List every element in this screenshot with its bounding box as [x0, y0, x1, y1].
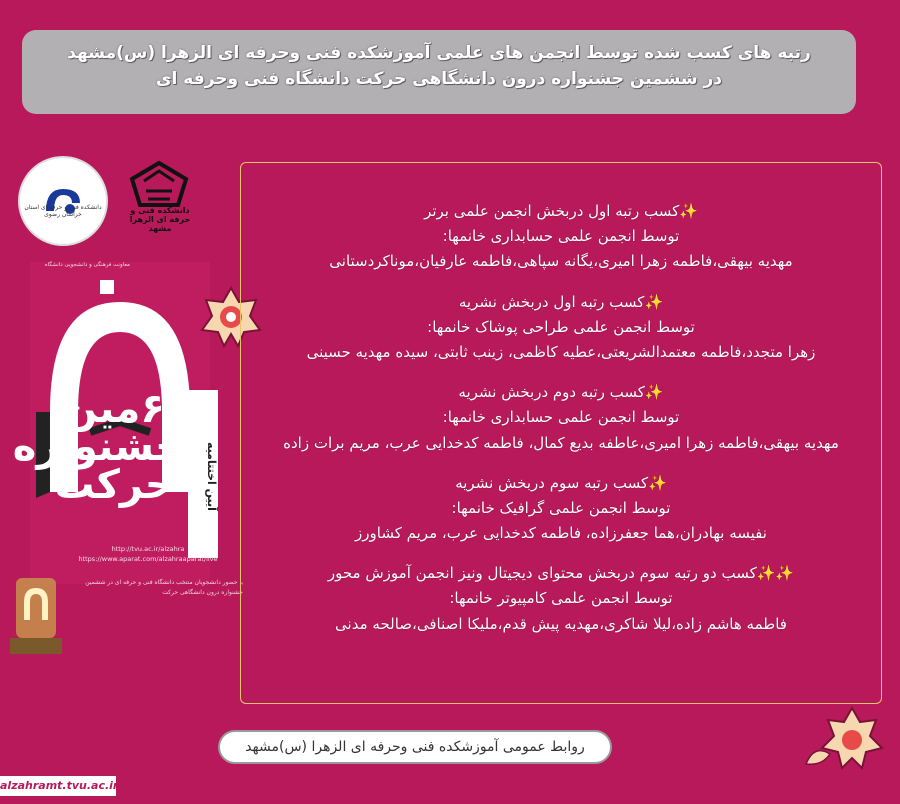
- achievements-panel: [240, 162, 882, 704]
- sparkle-icon: ✨: [644, 292, 664, 311]
- achievement-title: ✨کسب رتبه اول دربخش نشریه: [458, 292, 664, 311]
- poster-info-text: با حضور دانشجویان منتخب دانشگاه فنی و حرفه ای در ششمین جشنواره درون دانشگاهی حرکت: [85, 579, 243, 596]
- poster-festival-title: ۶مین جشنواره حرکت: [12, 386, 184, 508]
- site-url-badge[interactable]: alzahramt.tvu.ac.ir: [0, 776, 116, 796]
- achievement-team: توسط انجمن علمی حسابداری خانمها:: [442, 408, 680, 427]
- poster-organizer-text: معاونت فرهنگی و دانشجویی دانشگاه: [44, 262, 130, 268]
- achievement-item: [241, 561, 881, 637]
- trophy-image: [8, 570, 66, 658]
- achievement-title: ✨کسب رتبه اول دربخش انجمن علمی برتر: [424, 202, 698, 220]
- header-line-2: در ششمین جشنواره درون دانشگاهی حرکت دانشگاه فنی وحرفه ای: [155, 69, 723, 90]
- sparkle-icon: ✨: [679, 202, 698, 220]
- achievement-members: نفیسه بهادران،هما جعفرزاده، فاطمه کدخدایی عرب، مریم کشاورز: [355, 524, 767, 543]
- poster-link-2: https://www.aparat.com/alzahraaparat/live: [78, 555, 218, 564]
- university-logo-caption: دانشکده فنی و حرفه ای استان خراسان رضوی: [24, 204, 102, 218]
- achievement-members: فاطمه هاشم زاده،لیلا شاکری،مهدیه پیش قدم،ملیکا اصنافی،صالحه مدنی: [335, 614, 787, 633]
- achievement-item: [241, 199, 881, 275]
- college-emblem-icon: [128, 159, 190, 209]
- poster-links: [58, 544, 238, 565]
- public-relations-footer: روابط عمومی آموزشکده فنی وحرفه ای الزهرا (س)مشهد: [218, 730, 612, 764]
- festival-poster: [8, 150, 243, 670]
- college-logo-caption: دانشکده فنی و حرفه ای الزهرا مشهد: [129, 206, 191, 233]
- achievement-title: ✨کسب رتبه دوم دربخش نشریه: [458, 383, 664, 402]
- header-line-1: رتبه های کسب شده توسط انجمن های علمی آموزشکده فنی وحرفه ای الزهرا (س)مشهد: [67, 43, 811, 63]
- corner-ornament-icon: [800, 704, 886, 780]
- university-logo: [18, 156, 108, 246]
- achievement-members: مهدیه بیهقی،فاطمه زهرا امیری،عاطفه بدیع کمال، فاطمه کدخدایی عرب، مریم برات زاده: [283, 433, 839, 452]
- poster-link-1: http://tvu.ac.ir/alzahra: [111, 545, 185, 553]
- achievement-title: ✨✨کسب دو رتبه سوم دربخش محتوای دیجیتال ونیز انجمن آموزش محور: [327, 564, 795, 583]
- sparkle-icon: ✨✨: [756, 564, 795, 583]
- achievement-item: [241, 471, 881, 547]
- achievement-team: توسط انجمن علمی حسابداری خانمها:: [442, 227, 680, 246]
- achievement-team: توسط انجمن علمی طراحی پوشاک خانمها:: [427, 317, 695, 336]
- achievement-team: توسط انجمن علمی کامپیوتر خانمها:: [449, 589, 673, 608]
- achievement-members: مهدیه بیهقی،فاطمه زهرا امیری،یگانه سپاهی،فاطمه عارفیان،موناکردستانی: [329, 252, 793, 271]
- college-logo: [126, 158, 192, 210]
- achievement-members: زهرا متجدد،فاطمه معتمدالشریعتی،عطیه کاظمی، زینب ثابتی، سیده مهدیه حسینی: [306, 342, 816, 361]
- achievement-title: ✨کسب رتبه سوم دربخش نشریه: [455, 473, 667, 492]
- header-banner: [22, 30, 856, 114]
- achievement-item: [241, 290, 881, 366]
- achievement-item: [241, 380, 881, 456]
- sparkle-icon: ✨: [644, 383, 664, 402]
- trophy-icon: [8, 570, 66, 658]
- achievement-team: توسط انجمن علمی گرافیک خانمها:: [451, 498, 671, 517]
- poster-ceremony-ribbon: آیین اختتامیه: [188, 390, 218, 558]
- sparkle-icon: ✨: [648, 473, 667, 492]
